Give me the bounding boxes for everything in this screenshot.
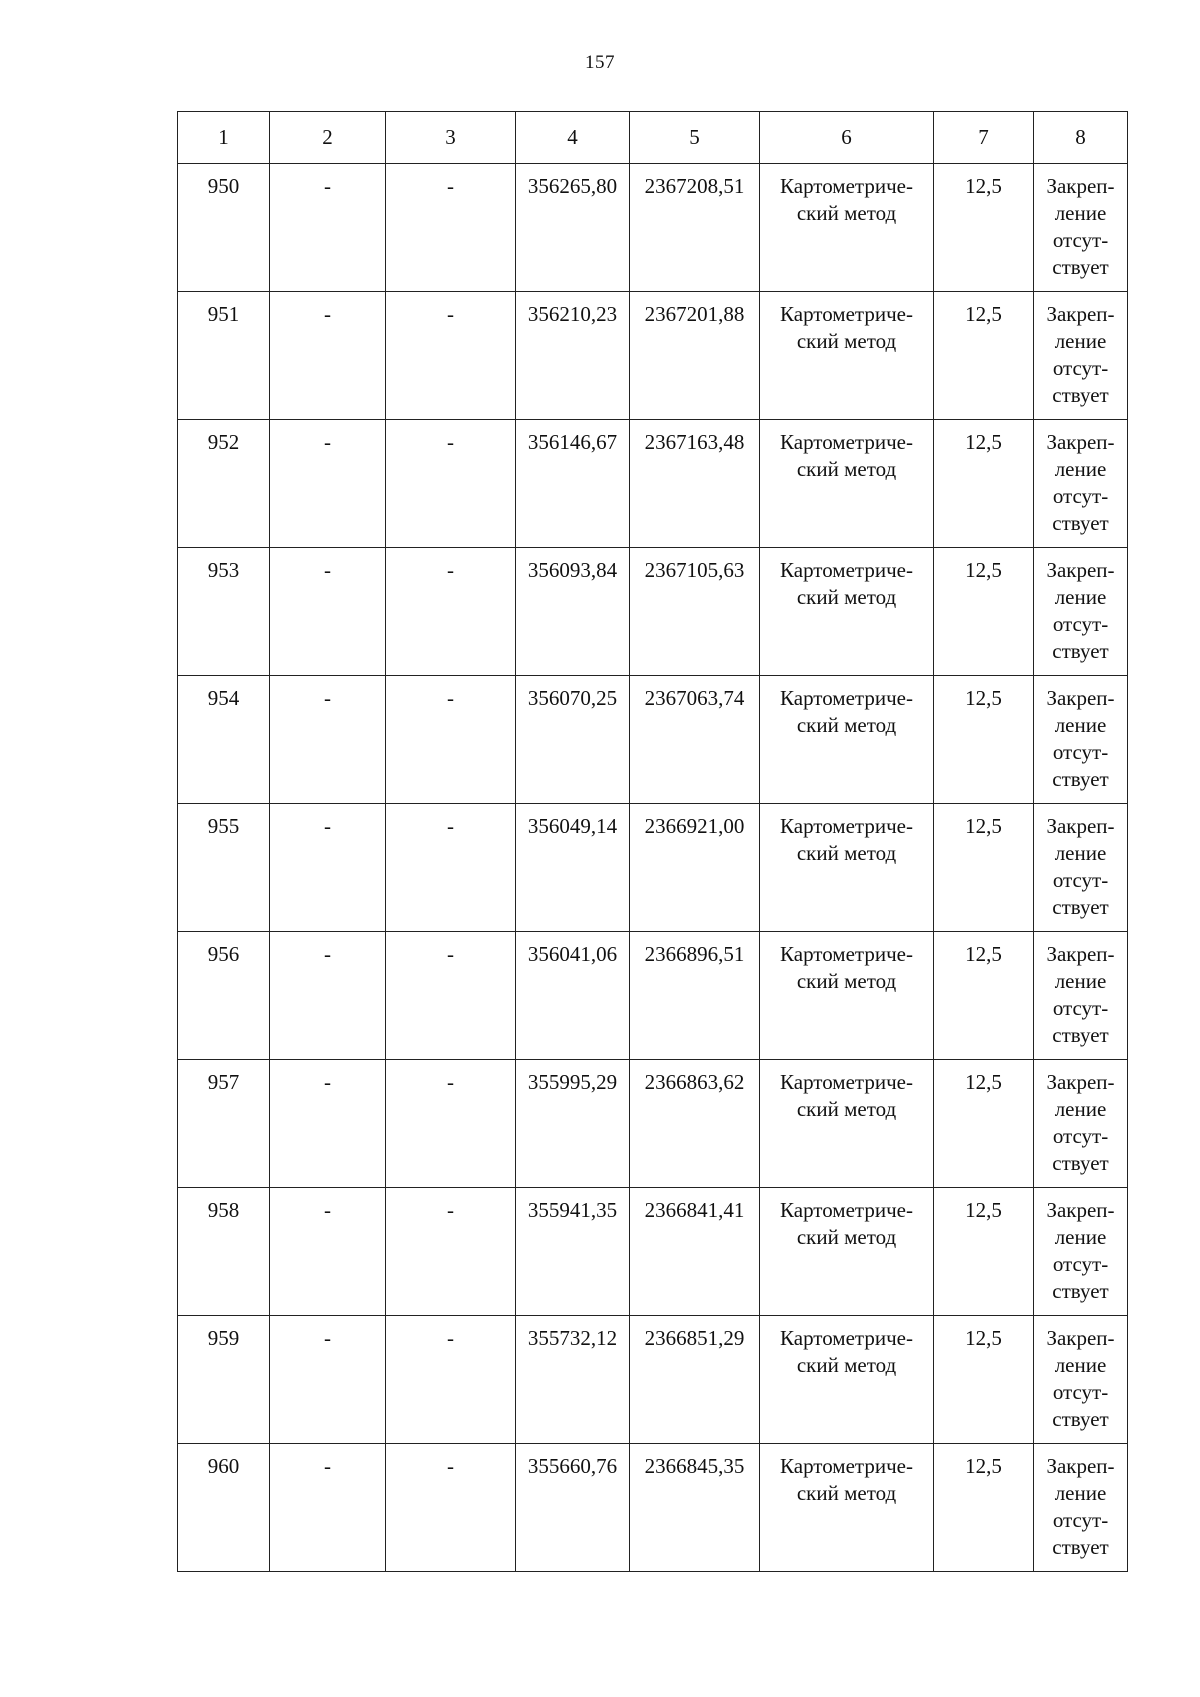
cell-text: 951	[207, 302, 240, 326]
cell-text: Картометриче- ский метод	[780, 942, 913, 993]
cell-text: 960	[207, 1454, 240, 1478]
cell-text: -	[324, 942, 331, 966]
column-header-1: 1	[178, 112, 270, 164]
cell-coord-x	[516, 292, 630, 420]
cell-text: Закреп- ление отсут- ствует	[1046, 302, 1115, 407]
table-row	[178, 1316, 1128, 1444]
cell-text: 955	[207, 814, 240, 838]
cell-text: -	[324, 1198, 331, 1222]
table-row	[178, 1444, 1128, 1572]
cell-col-2	[270, 420, 386, 548]
cell-text: -	[324, 302, 331, 326]
cell-coord-x	[516, 1060, 630, 1188]
cell-fixation	[1034, 1444, 1128, 1572]
cell-text: -	[447, 1454, 454, 1478]
cell-text: Закреп- ление отсут- ствует	[1046, 1454, 1115, 1559]
cell-text: -	[447, 686, 454, 710]
cell-text: 356070,25	[527, 686, 618, 710]
cell-point-number	[178, 676, 270, 804]
cell-col-2	[270, 1444, 386, 1572]
header-row	[178, 112, 1128, 164]
cell-text: 12,5	[965, 686, 1002, 710]
cell-coord-y	[630, 1444, 760, 1572]
cell-text: Картометриче- ский метод	[780, 430, 913, 481]
cell-text: -	[447, 814, 454, 838]
cell-point-number	[178, 1316, 270, 1444]
cell-text: 950	[207, 174, 240, 198]
cell-text: -	[447, 174, 454, 198]
cell-text: 356041,06	[527, 942, 618, 966]
cell-text: Картометриче- ский метод	[780, 174, 913, 225]
cell-method	[760, 1060, 934, 1188]
cell-point-number	[178, 548, 270, 676]
column-header-3: 3	[386, 112, 516, 164]
cell-col-2	[270, 1188, 386, 1316]
cell-point-number	[178, 164, 270, 292]
cell-accuracy	[934, 1444, 1034, 1572]
cell-method	[760, 1444, 934, 1572]
table-row	[178, 1188, 1128, 1316]
cell-accuracy	[934, 804, 1034, 932]
cell-point-number	[178, 1188, 270, 1316]
page-number: 157	[585, 52, 615, 73]
cell-text: 355995,29	[527, 1070, 618, 1094]
cell-accuracy	[934, 676, 1034, 804]
cell-method	[760, 1188, 934, 1316]
cell-text: 2366896,51	[644, 942, 745, 966]
cell-text: Картометриче- ский метод	[780, 558, 913, 609]
cell-text: 356049,14	[527, 814, 618, 838]
coordinates-table	[177, 111, 1128, 1572]
cell-col-2	[270, 932, 386, 1060]
cell-method	[760, 1316, 934, 1444]
cell-fixation	[1034, 420, 1128, 548]
cell-col-2	[270, 164, 386, 292]
cell-col-3	[386, 1444, 516, 1572]
cell-fixation	[1034, 548, 1128, 676]
cell-text: 2366863,62	[644, 1070, 745, 1094]
cell-text: 956	[207, 942, 240, 966]
cell-fixation	[1034, 1316, 1128, 1444]
cell-accuracy	[934, 932, 1034, 1060]
cell-text: 954	[207, 686, 240, 710]
cell-point-number	[178, 804, 270, 932]
column-header-7: 7	[934, 112, 1034, 164]
cell-coord-y	[630, 1316, 760, 1444]
cell-text: -	[447, 1326, 454, 1350]
cell-col-2	[270, 1060, 386, 1188]
cell-text: 952	[207, 430, 240, 454]
cell-method	[760, 804, 934, 932]
cell-text: 355941,35	[527, 1198, 618, 1222]
cell-text: Закреп- ление отсут- ствует	[1046, 430, 1115, 535]
cell-text: 2366921,00	[644, 814, 745, 838]
cell-point-number	[178, 1444, 270, 1572]
table-row	[178, 292, 1128, 420]
table-row	[178, 1060, 1128, 1188]
cell-text: Закреп- ление отсут- ствует	[1046, 558, 1115, 663]
cell-col-3	[386, 292, 516, 420]
cell-text: -	[324, 1454, 331, 1478]
cell-coord-x	[516, 548, 630, 676]
cell-text: Закреп- ление отсут- ствует	[1046, 174, 1115, 279]
cell-point-number	[178, 932, 270, 1060]
cell-text: 12,5	[965, 302, 1002, 326]
cell-text: 958	[207, 1198, 240, 1222]
cell-method	[760, 164, 934, 292]
cell-col-2	[270, 676, 386, 804]
cell-text: -	[324, 174, 331, 198]
cell-text: 12,5	[965, 1070, 1002, 1094]
cell-accuracy	[934, 420, 1034, 548]
cell-text: Картометриче- ский метод	[780, 1070, 913, 1121]
table-row	[178, 548, 1128, 676]
cell-text: 957	[207, 1070, 240, 1094]
cell-fixation	[1034, 676, 1128, 804]
cell-col-3	[386, 164, 516, 292]
cell-text: Картометриче- ский метод	[780, 686, 913, 737]
cell-text: 355732,12	[527, 1326, 618, 1350]
column-header-5: 5	[630, 112, 760, 164]
cell-text: Закреп- ление отсут- ствует	[1046, 1326, 1115, 1431]
cell-fixation	[1034, 164, 1128, 292]
cell-text: 12,5	[965, 1198, 1002, 1222]
cell-text: 2367163,48	[644, 430, 745, 454]
cell-coord-x	[516, 420, 630, 548]
cell-text: 12,5	[965, 942, 1002, 966]
cell-fixation	[1034, 1188, 1128, 1316]
cell-text: Картометриче- ский метод	[780, 302, 913, 353]
cell-point-number	[178, 420, 270, 548]
cell-col-3	[386, 676, 516, 804]
table-row	[178, 804, 1128, 932]
cell-accuracy	[934, 548, 1034, 676]
cell-text: -	[324, 1326, 331, 1350]
cell-coord-y	[630, 420, 760, 548]
cell-text: Закреп- ление отсут- ствует	[1046, 1198, 1115, 1303]
cell-text: 12,5	[965, 1326, 1002, 1350]
cell-text: -	[324, 430, 331, 454]
cell-text: -	[324, 686, 331, 710]
cell-text: 959	[207, 1326, 240, 1350]
cell-text: 12,5	[965, 174, 1002, 198]
cell-col-3	[386, 804, 516, 932]
cell-text: Картометриче- ский метод	[780, 1326, 913, 1377]
cell-coord-x	[516, 1444, 630, 1572]
table-row	[178, 164, 1128, 292]
cell-method	[760, 676, 934, 804]
cell-text: Закреп- ление отсут- ствует	[1046, 1070, 1115, 1175]
cell-text: Картометриче- ский метод	[780, 814, 913, 865]
cell-fixation	[1034, 932, 1128, 1060]
cell-text: -	[447, 1070, 454, 1094]
column-header-2: 2	[270, 112, 386, 164]
cell-accuracy	[934, 1188, 1034, 1316]
table-row	[178, 676, 1128, 804]
cell-col-3	[386, 548, 516, 676]
cell-text: 355660,76	[527, 1454, 618, 1478]
cell-text: 12,5	[965, 558, 1002, 582]
cell-method	[760, 420, 934, 548]
cell-point-number	[178, 292, 270, 420]
cell-fixation	[1034, 804, 1128, 932]
cell-coord-y	[630, 292, 760, 420]
cell-col-3	[386, 932, 516, 1060]
cell-text: 2367105,63	[644, 558, 745, 582]
cell-col-2	[270, 1316, 386, 1444]
cell-col-3	[386, 1060, 516, 1188]
cell-text: -	[324, 814, 331, 838]
cell-text: 12,5	[965, 814, 1002, 838]
cell-coord-x	[516, 932, 630, 1060]
cell-text: 953	[207, 558, 240, 582]
column-header-6: 6	[760, 112, 934, 164]
cell-accuracy	[934, 164, 1034, 292]
cell-text: -	[447, 558, 454, 582]
column-header-4: 4	[516, 112, 630, 164]
cell-text: -	[324, 1070, 331, 1094]
cell-coord-y	[630, 932, 760, 1060]
cell-col-2	[270, 548, 386, 676]
cell-text: -	[447, 942, 454, 966]
cell-text: 356210,23	[527, 302, 618, 326]
cell-accuracy	[934, 292, 1034, 420]
cell-coord-x	[516, 1316, 630, 1444]
cell-coord-y	[630, 676, 760, 804]
cell-text: Картометриче- ский метод	[780, 1198, 913, 1249]
cell-fixation	[1034, 1060, 1128, 1188]
cell-coord-y	[630, 548, 760, 676]
cell-text: Закреп- ление отсут- ствует	[1046, 686, 1115, 791]
cell-text: Закреп- ление отсут- ствует	[1046, 814, 1115, 919]
cell-col-3	[386, 420, 516, 548]
cell-coord-y	[630, 164, 760, 292]
cell-accuracy	[934, 1316, 1034, 1444]
cell-text: 2367201,88	[644, 302, 745, 326]
cell-col-3	[386, 1316, 516, 1444]
cell-text: -	[324, 558, 331, 582]
cell-coord-x	[516, 676, 630, 804]
cell-col-2	[270, 292, 386, 420]
cell-text: 12,5	[965, 1454, 1002, 1478]
cell-col-2	[270, 804, 386, 932]
cell-text: 2366851,29	[644, 1326, 745, 1350]
cell-coord-x	[516, 1188, 630, 1316]
cell-text: 2366845,35	[644, 1454, 745, 1478]
cell-coord-x	[516, 804, 630, 932]
table-body	[178, 164, 1128, 1572]
cell-coord-y	[630, 804, 760, 932]
cell-text: 356265,80	[527, 174, 618, 198]
cell-text: -	[447, 302, 454, 326]
column-header-8: 8	[1034, 112, 1128, 164]
cell-fixation	[1034, 292, 1128, 420]
cell-text: 2366841,41	[644, 1198, 745, 1222]
cell-col-3	[386, 1188, 516, 1316]
cell-method	[760, 548, 934, 676]
cell-coord-y	[630, 1188, 760, 1316]
cell-text: 356146,67	[527, 430, 618, 454]
cell-point-number	[178, 1060, 270, 1188]
cell-text: Картометриче- ский метод	[780, 1454, 913, 1505]
table-row	[178, 420, 1128, 548]
cell-text: -	[447, 1198, 454, 1222]
cell-text: 2367063,74	[644, 686, 745, 710]
cell-text: 2367208,51	[644, 174, 745, 198]
cell-coord-y	[630, 1060, 760, 1188]
cell-text: 356093,84	[527, 558, 618, 582]
cell-method	[760, 932, 934, 1060]
table-row	[178, 932, 1128, 1060]
cell-text: -	[447, 430, 454, 454]
cell-text: Закреп- ление отсут- ствует	[1046, 942, 1115, 1047]
cell-text: 12,5	[965, 430, 1002, 454]
cell-accuracy	[934, 1060, 1034, 1188]
cell-coord-x	[516, 164, 630, 292]
cell-method	[760, 292, 934, 420]
